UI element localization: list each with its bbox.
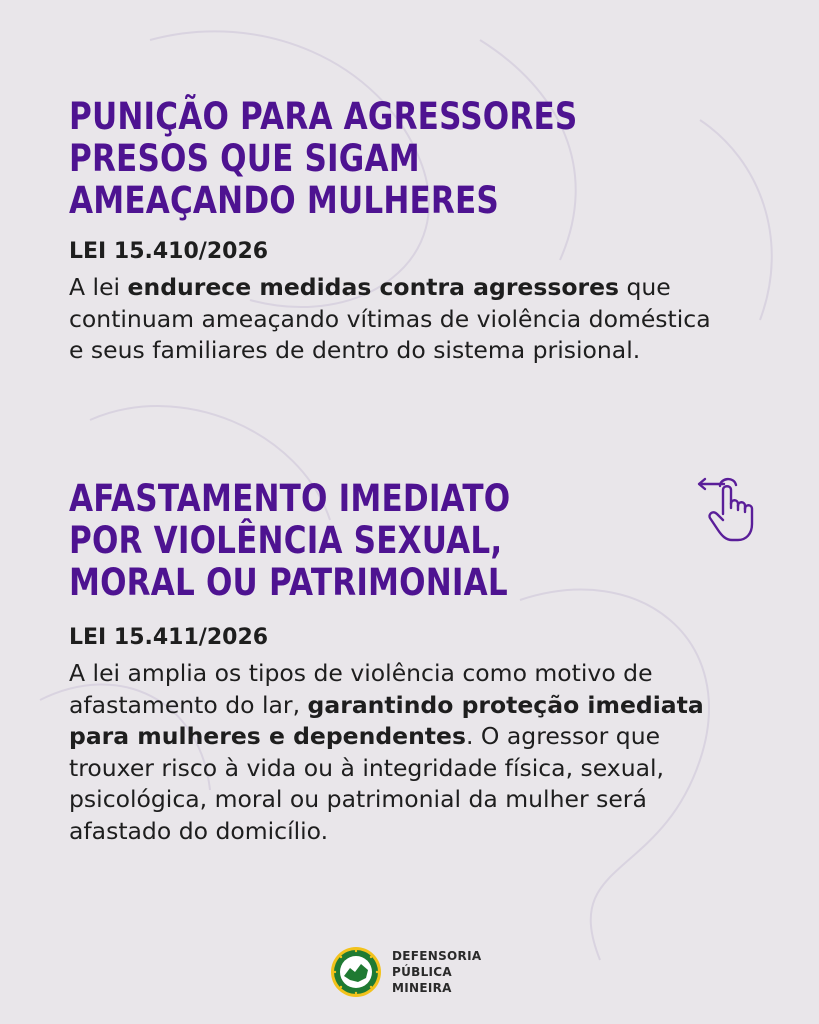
- logo-line: MINEIRA: [392, 981, 452, 995]
- section-punicao: [69, 96, 769, 367]
- body-run-bold: endurece medidas contra agressores: [127, 273, 620, 301]
- body-run: . O agressor que trouxer risco à vida ou à integridade física, sexual, psicológica, moral ou patrimonial da mulher será afastado do domicílio.: [69, 722, 665, 845]
- body-run: A lei: [69, 273, 128, 301]
- title-line: AFASTAMENTO IMEDIATO: [69, 477, 511, 520]
- logo-line: DEFENSORIA: [392, 949, 482, 963]
- title-line: PRESOS QUE SIGAM: [69, 137, 420, 180]
- defensoria-logo: [330, 946, 500, 1000]
- swipe-left-hand-icon: [694, 470, 766, 546]
- defensoria-seal-icon: [330, 946, 382, 998]
- title-line: MORAL OU PATRIMONIAL: [69, 561, 508, 604]
- title-line: POR VIOLÊNCIA SEXUAL,: [69, 519, 503, 562]
- law-number: LEI 15.411/2026: [69, 625, 269, 650]
- section-body: [69, 658, 729, 847]
- law-number: LEI 15.410/2026: [69, 239, 269, 264]
- section-title: [69, 478, 758, 604]
- body-run: que continuam ameaçando vítimas de violência doméstica e seus familiares de dentro do sistema prisional.: [69, 273, 711, 364]
- title-line: AMEAÇANDO MULHERES: [69, 179, 499, 222]
- section-title: [69, 96, 758, 222]
- section-body: [69, 272, 729, 367]
- body-run: A lei amplia os tipos de violência como motivo de afastamento do lar,: [69, 659, 653, 719]
- title-line: PUNIÇÃO PARA AGRESSORES: [69, 95, 578, 138]
- logo-text: [392, 948, 481, 996]
- body-run-bold: garantindo proteção imediata para mulheres e dependentes: [69, 690, 704, 750]
- logo-line: PÚBLICA: [392, 965, 452, 979]
- section-afastamento: [69, 478, 769, 847]
